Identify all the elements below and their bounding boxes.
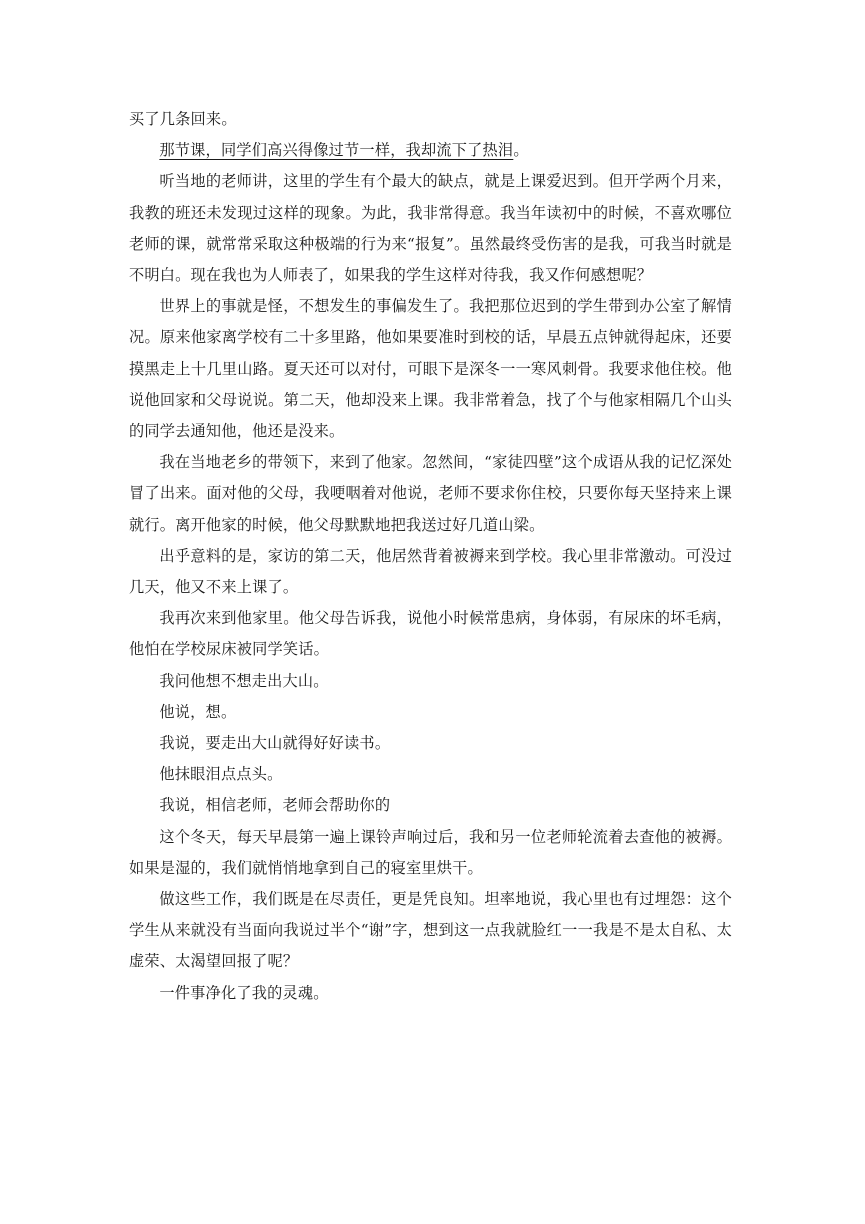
paragraph-8: 我问他想不想走出大山。 (159, 671, 329, 690)
paragraph-13: 这个冬天，每天早晨第一遍上课铃声响过后，我和另一位老师轮流着去查他的被褥。如果是湿的，我们就悄悄地拿到自己的寝室里烘干。 (129, 827, 732, 877)
paragraph-11: 他抹眼泪点点头。 (159, 765, 283, 784)
paragraph-3: 听当地的老师讲，这里的学生有个最大的缺点，就是上课爱迟到。但开学两个月来，我教的班还未发现过这样的现象。为此，我非常得意。我当年读初中的时候，不喜欢哪位老师的课，就常常采取这种极端的行为来“报复”。虽然最终受伤害的是我，可我当时就是不明白。现在我也为人师表了，如果我的学生这样对待我，我又作何感想呢？ (129, 172, 732, 285)
paragraph-1: 买了几条回来。 (129, 110, 237, 128)
paragraph-4: 世界上的事就是怪，不想发生的事偏发生了。我把那位迟到的学生带到办公室了解情况。原来他家离学校有二十多里路，他如果要准时到校的话，早晨五点钟就得起床，还要摸黑走上十几里山路。夏天还可以对付，可眼下是深冬一一寒风刺骨。我要求他住校。他说他回家和父母说说。第二天，他却没来上课。我非常着急，找了个与他家相隔几个山头的同学去通知他，他还是没来。 (129, 297, 732, 441)
paragraph-14: 做这些工作，我们既是在尽责任，更是凭良知。坦率地说，我心里也有过埋怨：这个学生从来就没有当面向我说过半个“谢”字，想到这一点我就脸红一一我是不是太自私、太虚荣、太渴望回报了呢？ (129, 890, 732, 971)
paragraph-2 (129, 135, 732, 166)
paragraph-2-tail: 。 (513, 141, 529, 160)
paragraph-6: 出乎意料的是，家访的第二天，他居然背着被褥来到学校。我心里非常激动。可没过几天，他又不来上课了。 (129, 546, 732, 597)
paragraph-15: 一件事净化了我的灵魂。 (159, 983, 329, 1002)
underlined-sentence: 那节课，同学们高兴得像过节一样，我却流下了热泪 (159, 141, 514, 160)
paragraph-7: 我再次来到他家里。他父母告诉我，说他小时候常患病，身体弱，有尿床的坏毛病，他怕在学校尿床被同学笑话。 (129, 609, 732, 659)
document-body (129, 104, 732, 1009)
paragraph-12: 我说，相信老师，老师会帮助你的 (159, 796, 391, 815)
paragraph-5: 我在当地老乡的带领下，来到了他家。忽然间，“家徒四壁”这个成语从我的记忆深处冒了出来。面对他的父母，我哽咽着对他说，老师不要求你住校，只要你每天坚持来上课就行。离开他家的时候，他父母默默地把我送过好几道山梁。 (129, 453, 732, 534)
paragraph-9: 他说，想。 (159, 702, 237, 721)
paragraph-10: 我说，要走出大山就得好好读书。 (159, 734, 391, 753)
